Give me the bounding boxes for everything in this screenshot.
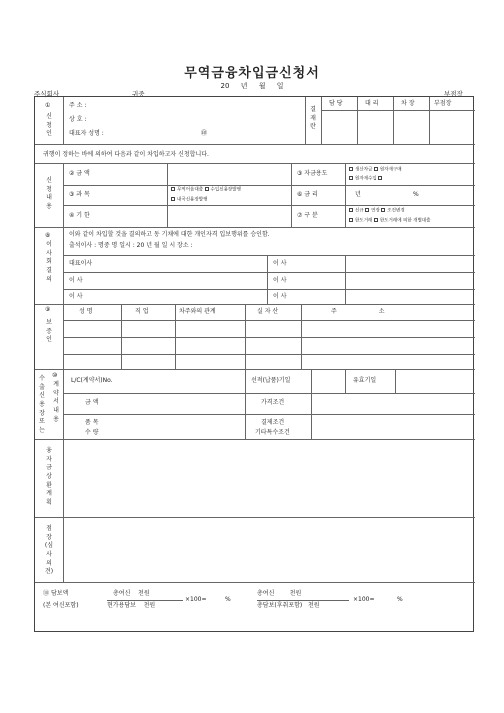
checkbox[interactable] bbox=[381, 208, 385, 212]
address-label: 주 소 : bbox=[69, 102, 87, 109]
guarantor-header-name: 성 명 bbox=[79, 308, 93, 315]
board-row-1-right: 이 사 bbox=[273, 260, 287, 267]
board-row-2-left: 이 사 bbox=[69, 277, 83, 284]
seal-mark: ㊞ bbox=[201, 130, 208, 137]
guarantor-header-job: 직 업 bbox=[135, 308, 149, 315]
collateral-label: ⑱ 담보액 bbox=[43, 590, 69, 597]
checkbox[interactable] bbox=[171, 197, 175, 201]
checkbox[interactable] bbox=[349, 167, 353, 171]
subject-label: ③ 과 목 bbox=[69, 191, 90, 198]
checkbox[interactable] bbox=[349, 208, 353, 212]
amount-label: ② 금 액 bbox=[69, 170, 90, 177]
applicant-label: 신청인 bbox=[46, 113, 52, 138]
applicant-number: ① bbox=[45, 102, 51, 109]
subject-options-2: 내국신용장발행 bbox=[171, 197, 207, 203]
purpose-options-2: 원자재수입 bbox=[349, 176, 384, 182]
rate-year: 년 bbox=[355, 191, 361, 198]
rate-pct: % bbox=[413, 191, 419, 198]
board-text: 이와 같이 차입할 것을 결의하고 동 기채에 대한 개인자격 입보행위를 승인함. bbox=[69, 231, 270, 238]
board-number: ⑧ bbox=[45, 232, 51, 239]
division-options-2: 한도거래 한도거래에 의한 개별대출 bbox=[349, 218, 431, 224]
company-label: 주식회사 bbox=[34, 90, 60, 98]
validity-label: 유효기일 bbox=[353, 377, 377, 384]
cash-label: 현가용담보 천원 bbox=[107, 602, 156, 609]
guarantor-header-assets: 실 자 산 bbox=[257, 308, 279, 315]
division-label: ⑦ 구 분 bbox=[297, 212, 318, 219]
rate-label: ⑥ 금 리 bbox=[297, 191, 318, 198]
total1-label: 총여신 천원 bbox=[113, 590, 150, 597]
board-row-3-left: 이 사 bbox=[69, 293, 83, 300]
form-date bbox=[0, 81, 504, 91]
price-label: 가격조건 bbox=[261, 399, 285, 406]
date-year: 년 bbox=[240, 82, 248, 90]
approval-label: 결재란 bbox=[310, 106, 316, 131]
checkbox[interactable] bbox=[374, 167, 378, 171]
date-day: 일 bbox=[276, 82, 284, 90]
approval-col-2: 대 리 bbox=[365, 100, 379, 107]
purpose-options-1: 생산자금 원자재구매 bbox=[349, 167, 402, 173]
purpose-label: ③ 자금용도 bbox=[297, 170, 328, 177]
payment-label: 결제조건 bbox=[261, 419, 285, 426]
form-table bbox=[34, 96, 474, 632]
name-label: 상 호 : bbox=[69, 116, 87, 123]
quantity-label: 수 량 bbox=[85, 429, 99, 436]
collateral-sub: (본 여신포함) bbox=[43, 602, 79, 609]
guarantor-number: ⑨ bbox=[45, 306, 51, 313]
item-label: 품 목 bbox=[85, 419, 99, 426]
export-label-inner: 계약서내용 bbox=[53, 381, 59, 423]
total-collateral-label: 총담보(후취포함) 천원 bbox=[257, 602, 320, 609]
mult2: ×100= bbox=[353, 596, 375, 603]
checkbox[interactable] bbox=[374, 218, 378, 222]
date-month: 월 bbox=[258, 82, 266, 90]
board-row-1-left: 대표이사 bbox=[69, 260, 93, 267]
to-label: 귀중 bbox=[132, 90, 145, 98]
export-marker: ⑩ bbox=[52, 372, 58, 379]
export-label-outer: 수출신용장또는 bbox=[39, 375, 45, 435]
approval-col-1: 담 당 bbox=[329, 100, 343, 107]
export-amount-label: 금 액 bbox=[85, 399, 99, 406]
opinion-label: 점장(심사의견) bbox=[44, 525, 54, 576]
approval-col-3: 차 장 bbox=[401, 100, 415, 107]
guarantor-header-address: 주 소 bbox=[331, 308, 385, 315]
board-row-2-right: 이 사 bbox=[273, 277, 287, 284]
board-label: 이사회결의 bbox=[46, 241, 52, 283]
checkbox[interactable] bbox=[349, 218, 353, 222]
checkbox[interactable] bbox=[378, 176, 382, 180]
board-attendance: 출석이사 : 명중 명 일시 : 20 년 월 일 시 장소 : bbox=[69, 242, 193, 249]
details-label: 신청내용 bbox=[46, 177, 52, 211]
guarantor-header-relation: 차주와의 관계 bbox=[179, 308, 216, 315]
checkbox[interactable] bbox=[365, 208, 369, 212]
statement-text: 귀행이 정하는 바에 의하여 다음과 같이 차입하고자 신청합니다. bbox=[43, 151, 209, 158]
other-label: 기타특수조건 bbox=[255, 429, 290, 436]
mult1: ×100= bbox=[185, 596, 207, 603]
date-prefix: 20 bbox=[220, 82, 230, 90]
subject-options-1: 무역어음대출 수입신용장발행 bbox=[171, 187, 241, 193]
total2-label: 총여신 천원 bbox=[257, 590, 302, 597]
division-options-1: 신규 연장 조건변경 bbox=[349, 208, 405, 214]
branch-label: 부점장 bbox=[444, 90, 463, 98]
plan-label: 융자금상환계획 bbox=[46, 447, 52, 507]
guarantor-label: 보증인 bbox=[46, 319, 52, 344]
checkbox[interactable] bbox=[349, 176, 353, 180]
approval-col-4: 부점장 bbox=[434, 100, 452, 107]
board-row-3-right: 이 사 bbox=[273, 293, 287, 300]
checkbox[interactable] bbox=[171, 187, 175, 191]
pct1: % bbox=[225, 596, 231, 603]
form-title: 무역금융차입금신청서 bbox=[184, 66, 320, 81]
term-label: ④ 기 한 bbox=[69, 212, 90, 219]
shipment-label: 선적(납품)기일 bbox=[251, 377, 291, 384]
ceo-label: 대표자 성명 : bbox=[69, 130, 104, 137]
lc-number-label: L/C(계약서)No. bbox=[71, 377, 113, 384]
pct2: % bbox=[397, 596, 403, 603]
checkbox[interactable] bbox=[205, 187, 209, 191]
